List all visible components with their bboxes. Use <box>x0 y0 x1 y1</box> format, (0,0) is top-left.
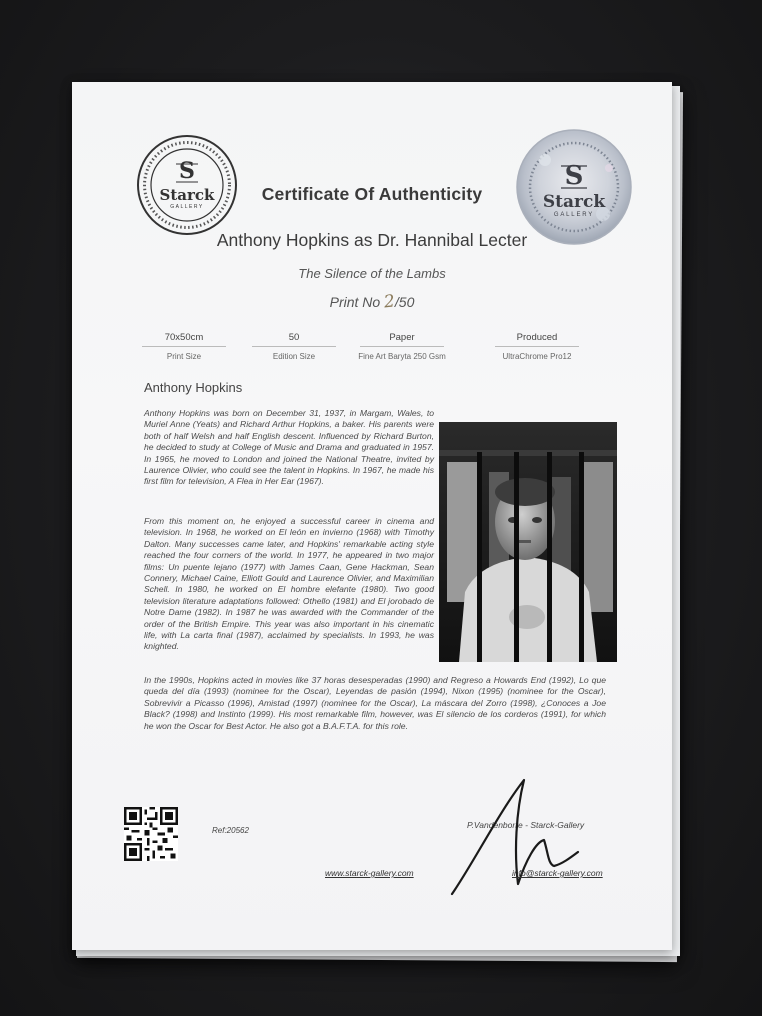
signer-name: P.Vandenborre - Starck-Gallery <box>467 820 585 830</box>
artwork-subject: Anthony Hopkins as Dr. Hannibal Lecter <box>216 230 528 250</box>
hologram-seal-icon <box>515 128 633 246</box>
spec-produced <box>477 332 597 361</box>
bio-paragraph-2: From this moment on, he enjoyed a successful career in cinema and television. In 1968, he worked on El león en invierno (1968) with Timothy Dalton. Many successes came later, and Hopkins' remarkable acting style reached the four corners of the world. In 1977, he appeared in two major films: Un puente lejano (1977) with James Caan, Gene Hackman, Sean Connery, Michael Caine, Elliott Gould and Laurence Olivier, and Maximilian Schell. In 1980, he worked on El hombre elefante (1980). Two good television literature adaptations followed: Othello (1981) and El jorobado de Notre Dame (1982). In 1987 he was awarded with the Commander of the order of the British Empire. This year was also important in his cinematic life, with La carta final (1987), acclaimed by specialists. In 1993, he was knighted. <box>144 516 434 652</box>
print-number-handwritten: 2 <box>383 291 396 313</box>
portrait-photo <box>439 422 617 662</box>
reference-number: Ref:20562 <box>212 826 249 835</box>
seal-left-brand: Starck <box>159 186 215 204</box>
bio-heading: Anthony Hopkins <box>144 380 243 395</box>
email-link[interactable]: info@starck-gallery.com <box>512 868 603 878</box>
spec-value: Produced <box>495 332 579 347</box>
spec-label: Print Size <box>166 352 202 361</box>
print-number <box>272 292 472 312</box>
certificate-sheet <box>72 82 672 950</box>
bio-paragraph-3: In the 1990s, Hopkins acted in movies like 37 horas desesperadas (1990) and Regreso a Howards End (1992), Lo que queda del día (1993) (nominee for the Oscar), Leyendas de pasión (1994), Nixon (1995) (nominee for the Oscar), Sobrevivir a Picasso (1996), Amistad (1997) (nominee for the Oscar), La máscara del Zorro (1998), ¿Conoces a Joe Black? (1998) and Instinto (1999). His most remarkable film, however, was El silencio de los corderos (1991), for which he won the Oscar for Best Actor. He also got a B.A.F.T.A. for this role. <box>144 675 606 731</box>
svg-text:S: S <box>564 161 584 191</box>
starck-hologram-seal <box>515 128 633 246</box>
spec-paper <box>342 332 462 361</box>
qr-code-icon <box>124 807 178 861</box>
starck-seal-left <box>136 134 238 236</box>
spec-label: Edition Size <box>272 352 316 361</box>
film-title: The Silence of the Lambs <box>298 266 446 281</box>
seal-ring-icon <box>136 134 238 236</box>
qr-code[interactable] <box>124 807 178 861</box>
bio-paragraph-1: Anthony Hopkins was born on December 31, 1937, in Margam, Wales, to Muriel Anne (Yeats) and Richard Arthur Hopkins, a baker. His parents were both of half Welsh and half English descent. Influenced by Richard Burton, he decided to study at College of Music and Drama and graduated in 1957. In 1965, he moved to London and joined the National Theatre, invited by Laurence Olivier, who could see the talent in Hopkins. In 1967, he made his first film for television, A Flea in Her Ear (1967). <box>144 408 434 487</box>
seal-left-sub: GALLERY <box>170 204 204 210</box>
spec-value: 70x50cm <box>142 332 226 347</box>
spec-label: UltraChrome Pro12 <box>502 352 572 361</box>
signature-mark <box>444 772 584 902</box>
seal-right-brand: Starck <box>542 192 606 212</box>
seal-right-sub: GALLERY <box>553 212 595 218</box>
spec-value: 50 <box>252 332 336 347</box>
website-link[interactable]: www.starck-gallery.com <box>325 868 414 878</box>
spec-edition-size <box>234 332 354 361</box>
certificate-title: Certificate Of Authenticity <box>261 184 483 204</box>
spec-value: Paper <box>360 332 444 347</box>
print-number-total: /50 <box>394 294 415 310</box>
spec-print-size <box>124 332 244 361</box>
print-number-label: Print No <box>329 294 381 310</box>
portrait-photo-image <box>439 422 617 662</box>
svg-text:S: S <box>179 158 195 184</box>
spec-label: Fine Art Baryta 250 Gsm <box>358 352 446 361</box>
